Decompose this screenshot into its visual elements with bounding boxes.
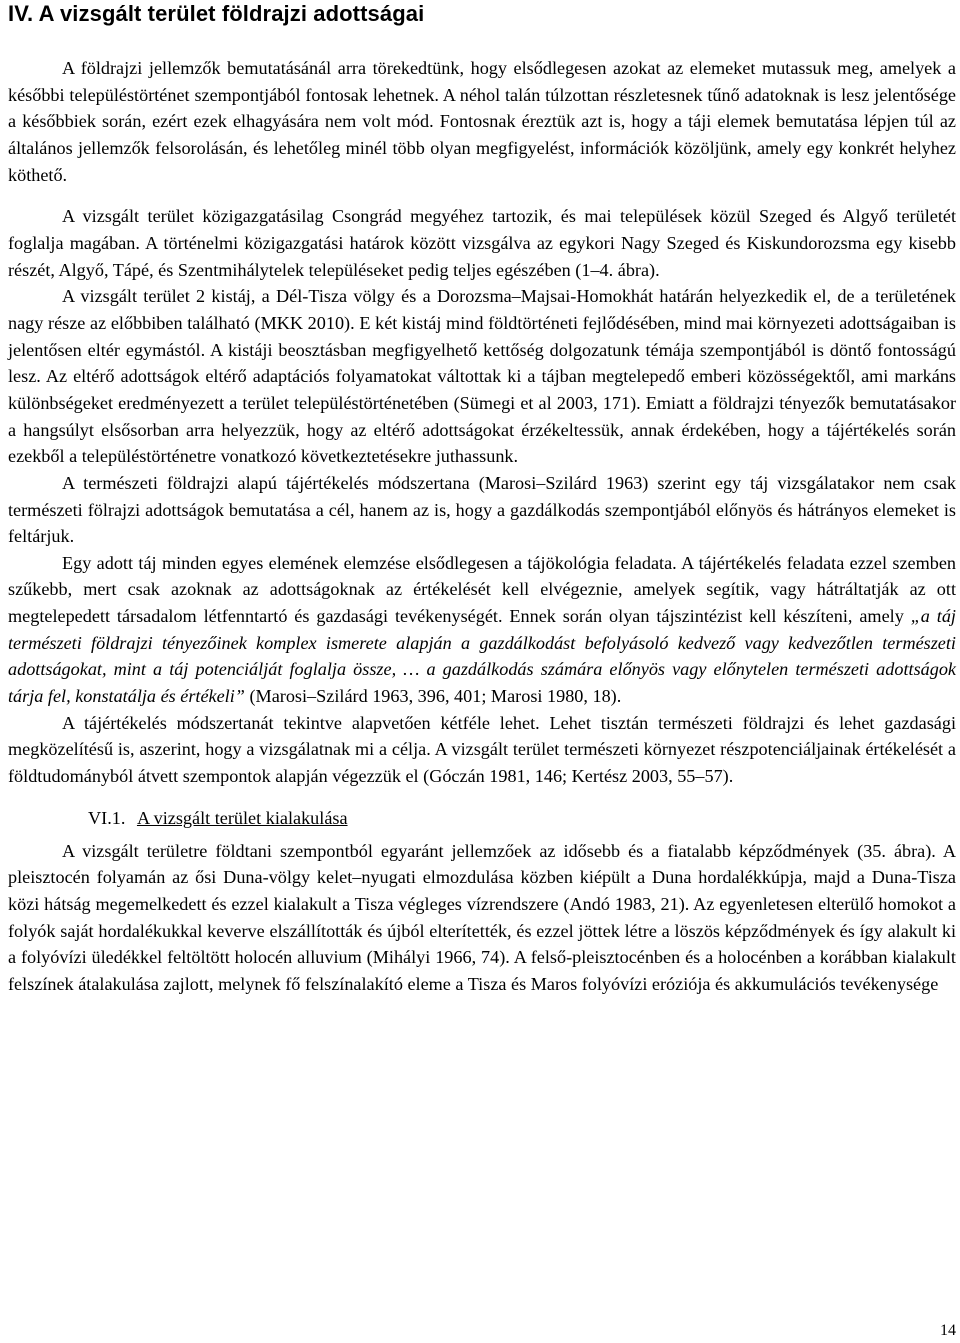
quotation: „a táj természeti földrajzi tényezőinek komplex ismerete alapján a gazdálkodást befolyásoló kedvező vagy kedvezőtlen természeti adottságokat, mint a táj potenciálját foglalja össze, … a gazdálkodás számára előnyös vagy előnytelen természeti adottságok tárja fel, konstatálja és értékeli” <box>8 606 956 707</box>
paragraph-microregions: A vizsgált terület 2 kistáj, a Dél-Tisza völgy és a Dorozsma–Majsai-Homokhát határán helyezkedik el, de a területének nagy része az előbbiben található (MKK 2010). E két kistáj mind földtörténeti fejlődésében, mind mai környezeti adottságaiban is jelentősen eltér egymástól. A kistáji beosztásban megfigyelhető kettőség dolgozatunk témája szempontjából is döntő fontosságú lesz. Az eltérő adottságok eltérő adaptációs folyamatokat váltottak ki a tájban megtelepedő emberi közösségektől, ami markáns különbségeket eredményezett a terület településtörténetében (Sümegi et al 2003, 171). Emiatt a földrajzi tényezők bemutatásakor a hangsúlyt elsősorban arra helyezzük, hogy az eltérő adottságokat érzékeltessük, annak érdekében, hogy a tájértékelés során ezekből a településtörténetre vonatkozó következtetésekre juthassunk. <box>8 286 956 467</box>
subsection-title: A vizsgált terület kialakulása <box>136 807 348 828</box>
section-heading: IV. A vizsgált terület földrajzi adottságai <box>8 1 425 26</box>
paragraph-administrative: A vizsgált terület közigazgatásilag Csongrád megyéhez tartozik, és mai települések közül Szeged és Algyő területét foglalja magában. A történelmi közigazgatási határok között vizsgálva az egykori Nagy Szeged és Kiskundorozsma egy kisebb részét, Algyő, Tápé, és Szentmihálytelek településeket pedig teljes egészében (1–4. ábra). <box>8 206 956 280</box>
paragraph-text: Egy adott táj minden egyes elemének elemzése elsődlegesen a tájökológia feladata. A tájértékelés feladata ezzel szemben szűkebb, mert csak azoknak az adottságoknak az értékelését kell elvégeznie, amelyek segítik, vagy hátráltatják az ott megtelepedett társadalom létfenntartó és gazdasági tevékenységét. Ennek során olyan tájszintézist kell készíteni, amely <box>8 552 956 627</box>
paragraph-methodology: A természeti földrajzi alapú tájértékelés módszertana (Marosi–Szilárd 1963) szerint egy táj vizsgálatakor nem csak természeti fölrajzi adottságok bemutatása a cél, hanem az is, hogy a gazdálkodás szempontjából előnyös és hátrányos elemeket is feltárjuk. <box>8 472 956 547</box>
subsection-heading <box>8 805 956 831</box>
subsection-number: VI.1. <box>88 807 126 828</box>
citation: (Marosi–Szilárd 1963, 396, 401; Marosi 1980, 18). <box>244 686 622 707</box>
paragraph-landscape-evaluation <box>8 550 956 710</box>
page-number: 14 <box>940 1322 956 1339</box>
paragraph-intro: A földrajzi jellemzők bemutatásánál arra törekedtünk, hogy elsődlegesen azokat az elemeket mutassuk meg, amelyek a későbbi településtörténet szempontjából fontosak lehetnek. A néhol talán túlzottan részletesnek tűnő adatoknak is lesz jelentősége a későbbiek során, ezért ezek elhagyására nem volt mód. Fontosnak éreztük azt is, hogy a táji elemek bemutatása lépjen túl az általános jellemzők felsorolásán, és lehetőleg minél több olyan megfigyelést, információk közöljünk, amely egy konkrét helyhez köthető. <box>8 58 956 185</box>
paragraph-evaluation-types: A tájértékelés módszertanát tekintve alapvetően kétféle lehet. Lehet tisztán természeti földrajzi és lehet gazdasági megközelítésű is, aszerint, hogy a vizsgálatnak mi a célja. A vizsgált terület természeti környezet részpotenciáljainak értékelését a földtudományból átvett szempontok alapján végezzük el (Góczán 1981, 146; Kertész 2003, 55–57). <box>8 712 956 787</box>
paragraph-geology: A vizsgált területre földtani szempontból egyaránt jellemzőek az idősebb és a fiatalabb képződmények (35. ábra). A pleisztocén folyamán az ősi Duna-völgy kelet–nyugati elmozdulása közben kiépült a Duna hordalékkúpja, majd a Duna-Tisza közi hátság megemelkedett és ezzel kialakult a Tisza végleges vízrendszere (Andó 1983, 21). Az egyenletesen elterülő homokot a folyók saját hordalékukkal keverve elszállították és újból elterítették, és ezzel jöttek létre a löszös képződmények és így alakult ki a folyóvízi üledékkel feltöltött holocén alluvium (Mihályi 1966, 74). A felső-pleisztocénben és a holocénben a korábban kialakult felszínek átalakulása zajlott, melynek fő felszínalakító eleme a Tisza és Maros folyóvízi eróziója és akkumulációs tevékenysége <box>8 840 956 994</box>
document-page <box>8 0 956 998</box>
